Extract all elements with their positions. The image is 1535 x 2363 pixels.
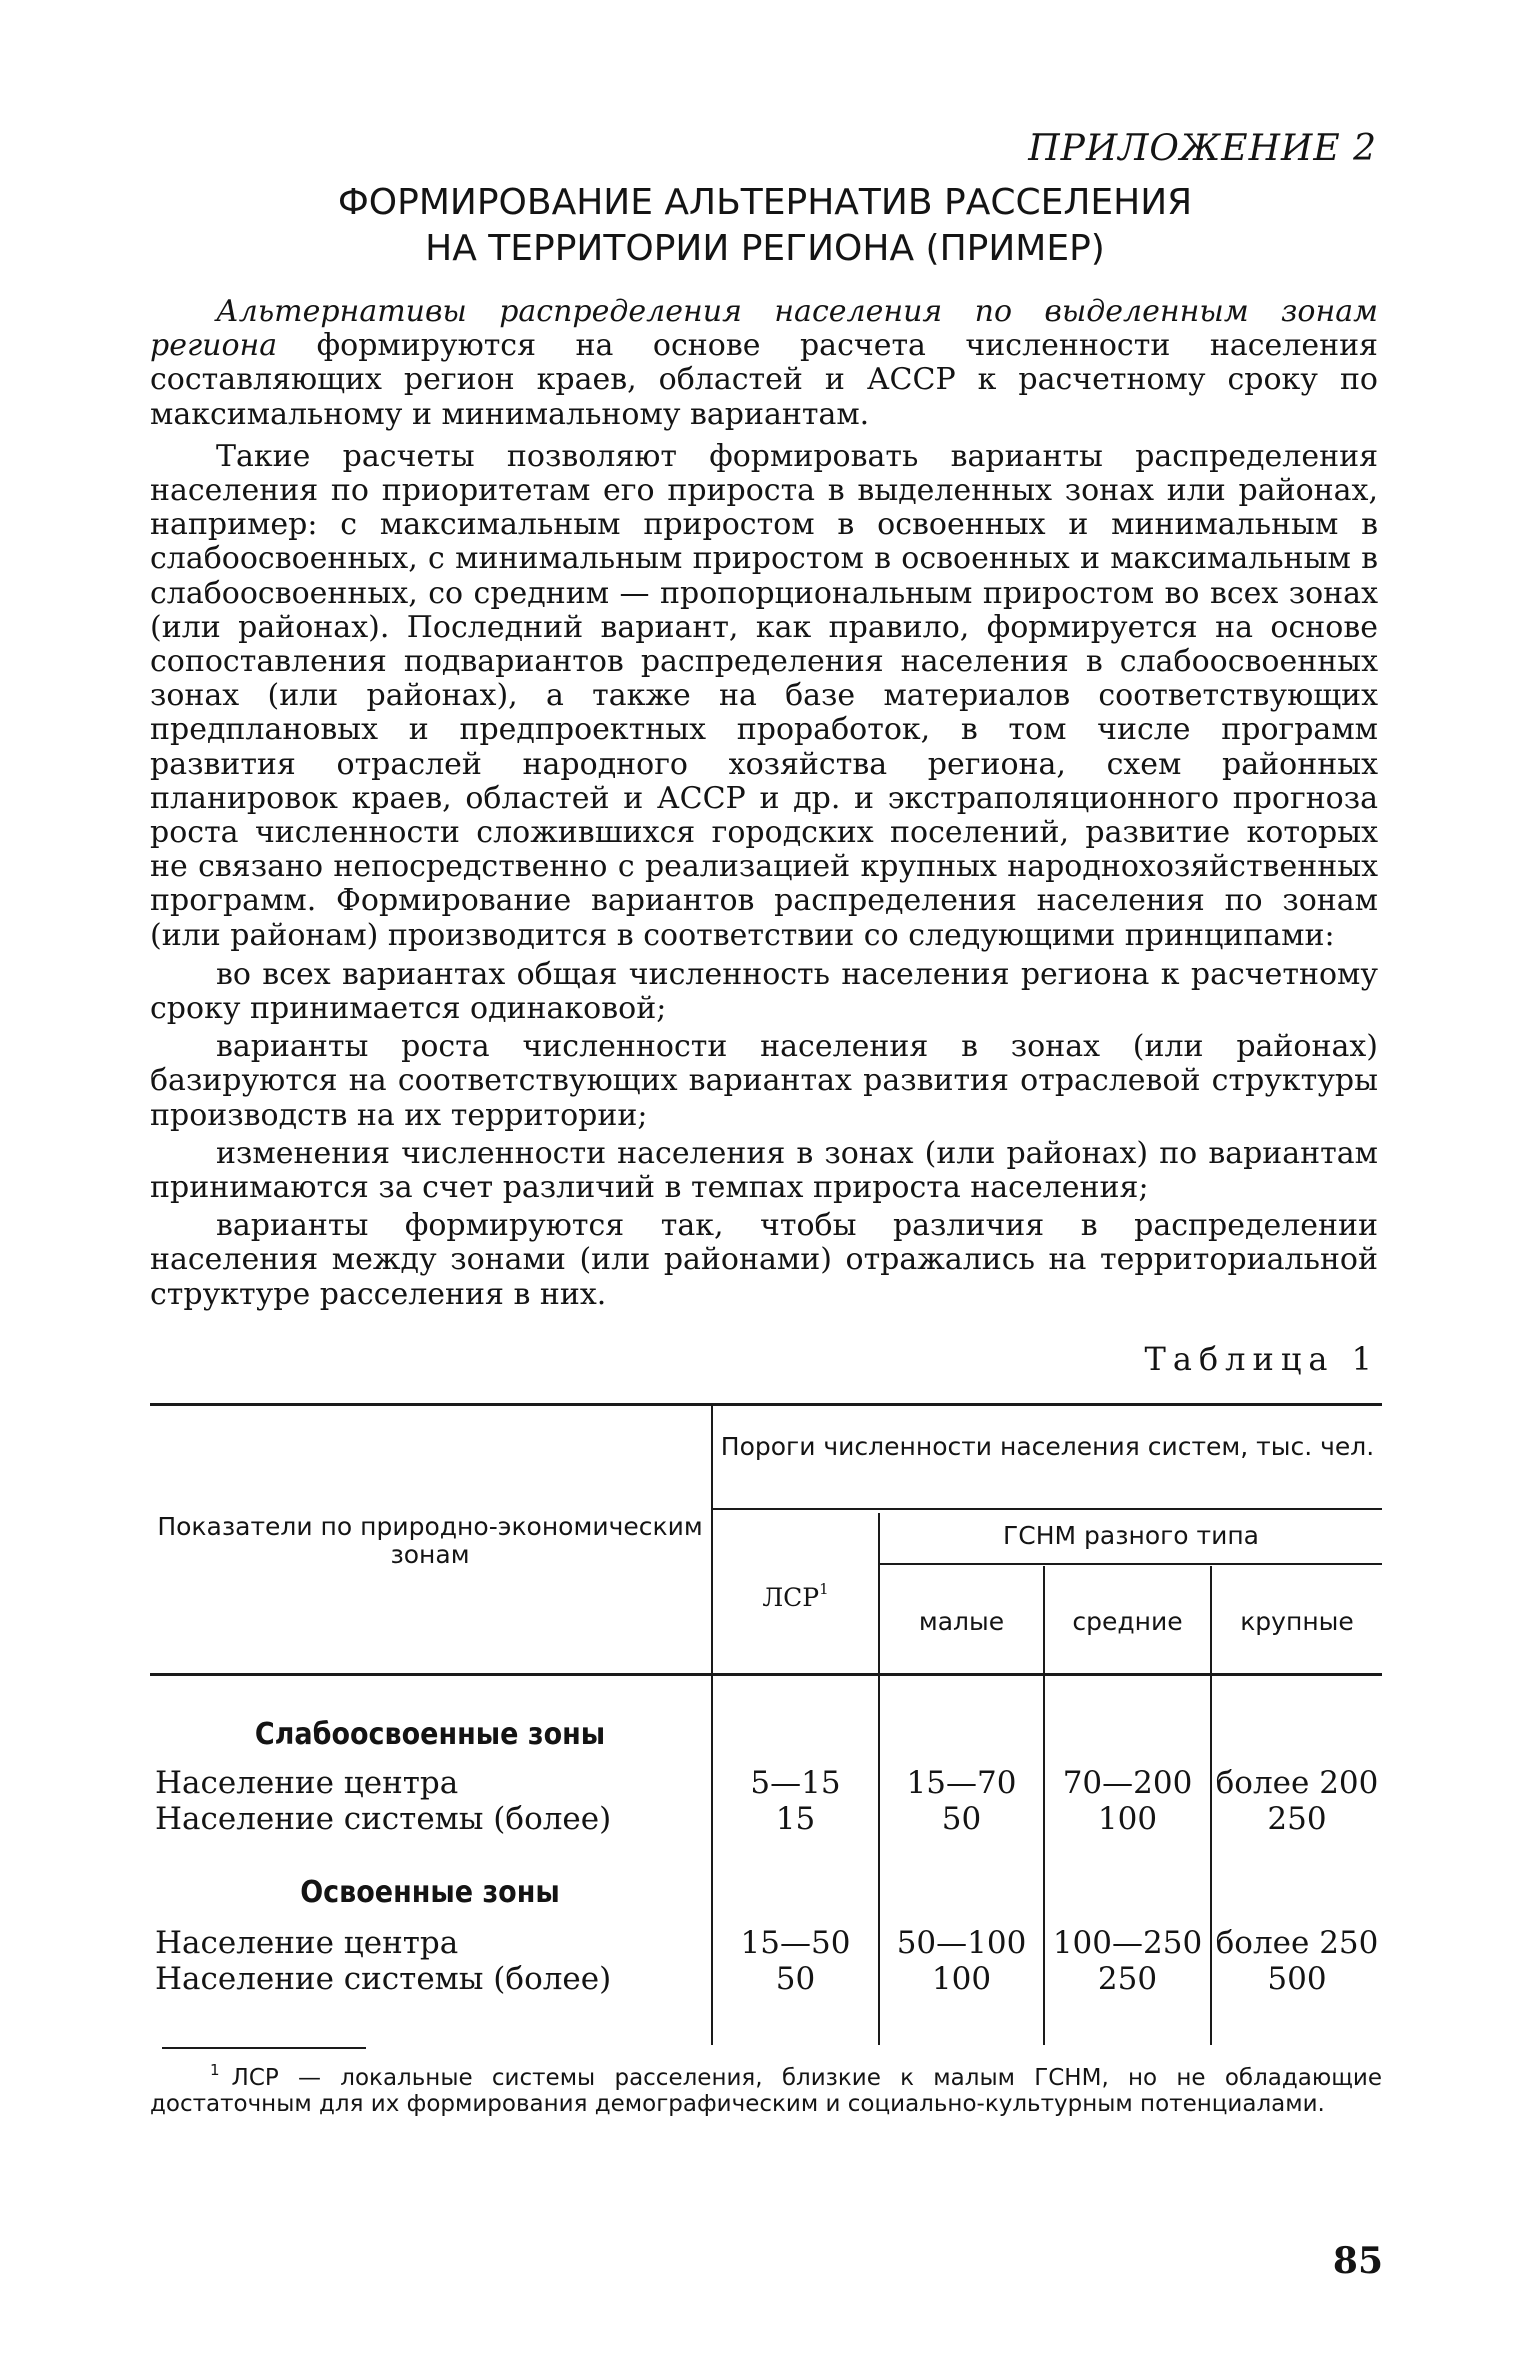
cell-medium: 100—250 bbox=[1052, 1925, 1203, 1961]
header-indicator: Показатели по природно-экономическим зонам bbox=[157, 1512, 703, 1569]
header-bottom-rule bbox=[150, 1673, 1382, 1676]
header-medium: средние bbox=[1072, 1607, 1183, 1636]
header-lsr-text: ЛСР bbox=[762, 1583, 820, 1612]
paragraph-intro-rest: формируются на основе расчета численности населения составляющих регион краев, областей и АССР к расчетному сроку по максимальному и минимальному вариантам. bbox=[150, 328, 1378, 432]
footnote-mark: 1 bbox=[210, 2061, 220, 2079]
principle-item: во всех вариантах общая численность населения региона к расчетному сроку принимается одинаковой; bbox=[150, 956, 1378, 1027]
principle-item: изменения численности населения в зонах (или районах) по вариантам принимаются за счет различий в темпах прироста населения; bbox=[150, 1135, 1378, 1206]
row-label: Население центра bbox=[155, 1925, 459, 1961]
footnote bbox=[150, 2057, 1382, 2117]
cell-lsr: 5—15 bbox=[750, 1765, 841, 1801]
table-top-rule bbox=[150, 1403, 1382, 1406]
row-label: Население центра bbox=[155, 1765, 459, 1801]
title-line-1: ФОРМИРОВАНИЕ АЛЬТЕРНАТИВ РАССЕЛЕНИЯ bbox=[337, 182, 1193, 223]
cell-large: более 200 bbox=[1215, 1765, 1379, 1801]
footnote-text: ЛСР — локальные системы расселения, близкие к малым ГСНМ, но не обладающие достаточным для их формирования демографическим и социально-культурным потенциалами. bbox=[150, 2065, 1382, 2117]
page-number: 85 bbox=[1332, 2240, 1383, 2282]
header-lsr bbox=[713, 1580, 878, 1612]
principle-item: варианты формируются так, чтобы различия в распределении населения между зонами (или районами) отражались на территориальной структуре расселения в них. bbox=[150, 1208, 1378, 1312]
header-rule-thresholds bbox=[713, 1508, 1382, 1510]
cell-medium: 250 bbox=[1097, 1961, 1158, 1997]
cell-large: более 250 bbox=[1215, 1925, 1379, 1961]
section-heading: Слабоосвоенные зоны bbox=[254, 1717, 606, 1752]
principle-item: варианты роста численности населения в зонах (или районах) базируются на соответствующих вариантах развития отраслевой структуры производств на их территории; bbox=[150, 1029, 1378, 1133]
cell-large: 250 bbox=[1267, 1801, 1327, 1837]
header-small: малые bbox=[918, 1607, 1005, 1636]
page-title bbox=[150, 180, 1380, 272]
cell-medium: 70—200 bbox=[1062, 1765, 1193, 1801]
cell-medium: 100 bbox=[1097, 1801, 1158, 1837]
title-line-2: НА ТЕРРИТОРИИ РЕГИОНА (ПРИМЕР) bbox=[425, 228, 1105, 269]
cell-lsr: 50 bbox=[775, 1961, 816, 1997]
row-label: Население системы (более) bbox=[155, 1801, 612, 1837]
section-heading: Освоенные зоны bbox=[300, 1875, 560, 1910]
cell-lsr: 15—50 bbox=[740, 1925, 851, 1961]
row-label: Население системы (более) bbox=[155, 1961, 612, 1997]
paragraph-calculations: Такие расчеты позволяют формировать варианты распределения населения по приоритетам его прироста в выделенных зонах или районах, например: с максимальным приростом в освоенных и минимальным в слабоосвоенных, с минимальным приростом в освоенных и максимальным в слабоосвоенных, со средним — пропорциональным приростом во всех зонах (или районах). Последний вариант, как правило, формируется на основе сопоставления подвариантов распределения населения в слабоосвоенных зонах (или районах), а также на базе материалов соответствующих предплановых и предпроектных проработок, в том числе программ развития отраслей народного хозяйства региона, схем районных планировок краев, областей и АССР и др. и экстраполяционного прогноза роста численности сложившихся городских поселений, развитие которых не связано непосредственно с реализацией крупных народнохозяйственных программ. Формирование вариантов распределения населения по зонам (или районам) производится в соответствии со следующими принципами: bbox=[150, 438, 1378, 953]
body-text bbox=[150, 295, 1378, 1316]
header-large: крупные bbox=[1240, 1607, 1354, 1636]
cell-lsr: 15 bbox=[775, 1801, 816, 1837]
cell-small: 15—70 bbox=[906, 1765, 1017, 1801]
footnote-separator bbox=[162, 2047, 366, 2049]
cell-small: 50—100 bbox=[896, 1925, 1027, 1961]
cell-large: 500 bbox=[1267, 1961, 1327, 1997]
appendix-label: ПРИЛОЖЕНИЕ 2 bbox=[1028, 128, 1377, 169]
header-thresholds: Пороги численности населения систем, тыс. чел. bbox=[720, 1432, 1375, 1461]
paragraph-intro bbox=[150, 295, 1378, 432]
table-label: Таблица 1 bbox=[1144, 1340, 1379, 1378]
header-rule-gsnm bbox=[880, 1563, 1382, 1565]
cell-small: 100 bbox=[931, 1961, 992, 1997]
header-lsr-footnote-mark: 1 bbox=[819, 1580, 829, 1598]
cell-small: 50 bbox=[941, 1801, 982, 1837]
header-gsnm: ГСНМ разного типа bbox=[1003, 1521, 1259, 1550]
paragraph-intro-italic: Альтернативы распределения населения по выделенным зонам региона bbox=[150, 294, 1378, 364]
thresholds-table bbox=[150, 1395, 1382, 2070]
